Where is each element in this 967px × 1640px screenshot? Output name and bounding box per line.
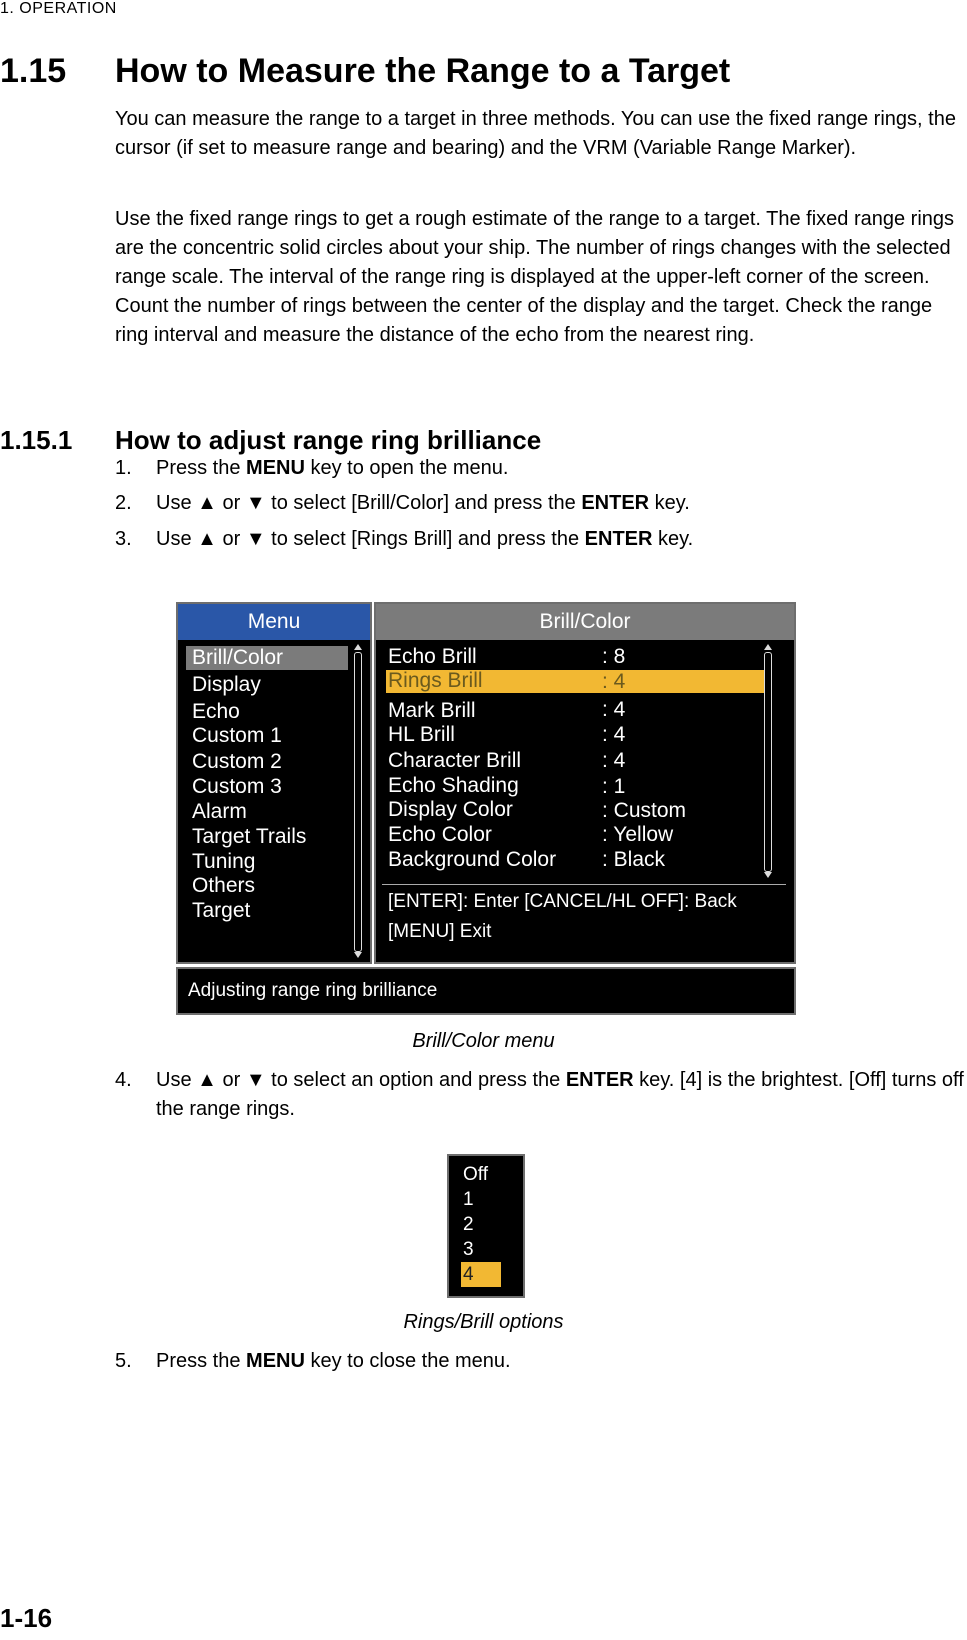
step-number: 2.: [115, 492, 132, 514]
status-text: Adjusting range ring brilliance: [188, 980, 438, 1001]
divider: [382, 884, 786, 885]
step-text: Press the MENU key to open the menu.: [156, 457, 509, 479]
status-bar: [176, 967, 796, 1015]
step-3: [115, 525, 965, 555]
menu-item-echo[interactable]: Echo: [192, 700, 240, 723]
option-1[interactable]: 1: [463, 1189, 474, 1210]
menu-item-custom-1[interactable]: Custom 1: [192, 724, 282, 747]
menu-item-custom-2[interactable]: Custom 2: [192, 750, 282, 773]
section-title: How to Measure the Range to a Target: [115, 52, 731, 90]
left-scrollbar[interactable]: [354, 652, 362, 952]
option-character-brill[interactable]: Character Brill: [388, 749, 522, 772]
option-background-color[interactable]: Background Color: [388, 848, 557, 871]
option-echo-color[interactable]: Echo Color: [388, 823, 492, 846]
subsection-number: 1.15.1: [0, 425, 73, 455]
menu-item-alarm[interactable]: Alarm: [192, 800, 247, 823]
option-off[interactable]: Off: [463, 1164, 488, 1185]
step-2: [115, 489, 965, 519]
menu-header: Menu: [178, 604, 370, 640]
step-text: Use ▲ or ▼ to select an option and press the ENTER key. [4] is the brightest. [Off] turns off the range rings.: [156, 1069, 964, 1120]
running-head: 1. OPERATION: [0, 0, 117, 17]
paragraph-2: Use the fixed range rings to get a rough estimate of the range to a target. The fixed range rings are the concentric solid circles about your ship. The number of rings changes with the selected range scale. The interval of the range ring is displayed at the upper-left corner of the screen. Count the number of rings between the center of the display and the target. Check the range ring interval and measure the distance of the echo from the nearest ring.: [115, 208, 955, 346]
option-value: : 4: [602, 698, 626, 721]
option-echo-brill[interactable]: Echo Brill: [388, 645, 477, 668]
scroll-up-icon[interactable]: [764, 644, 772, 650]
menu-item-tuning[interactable]: Tuning: [192, 850, 256, 873]
option-value: : Custom: [602, 799, 687, 822]
scroll-down-icon[interactable]: [354, 952, 362, 958]
option-hl-brill[interactable]: HL Brill: [388, 723, 455, 746]
menu-item-target[interactable]: Target: [192, 899, 251, 922]
step-number: 1.: [115, 457, 132, 479]
option-value: : 4: [602, 723, 626, 746]
paragraph-1: You can measure the range to a target in three methods. You can use the fixed range rings, the cursor (if set to measure range and bearing) and the VRM (Variable Range Marker).: [115, 108, 956, 159]
step-text: Press the MENU key to close the menu.: [156, 1350, 511, 1372]
option-echo-shading[interactable]: Echo Shading: [388, 774, 519, 797]
step-1: [115, 454, 965, 484]
subsection-title: How to adjust range ring brilliance: [115, 425, 542, 455]
menu-item-display[interactable]: Display: [192, 673, 261, 696]
scroll-up-icon[interactable]: [354, 644, 362, 650]
option-value: : Yellow: [602, 823, 674, 846]
key-hint-line-1: [ENTER]: Enter [CANCEL/HL OFF]: Back: [388, 891, 737, 912]
brill-color-panel: [374, 602, 796, 964]
option-display-color[interactable]: Display Color: [388, 798, 513, 821]
option-rings-brill[interactable]: Rings Brill: [388, 669, 483, 692]
option-value: : Black: [602, 848, 666, 871]
option-value: : 1: [602, 775, 626, 798]
section-number: 1.15: [0, 52, 67, 90]
figure-caption: Brill/Color menu: [412, 1030, 555, 1052]
menu-item-others[interactable]: Others: [192, 874, 256, 897]
option-value: : 4: [602, 749, 626, 772]
rings-brill-options: [447, 1154, 525, 1298]
step-text: Use ▲ or ▼ to select [Brill/Color] and press the ENTER key.: [156, 492, 690, 514]
option-value: : 4: [602, 670, 626, 693]
step-number: 4.: [115, 1069, 132, 1091]
option-2[interactable]: 2: [463, 1214, 474, 1235]
step-number: 5.: [115, 1350, 132, 1372]
menu-item-brill-color[interactable]: Brill/Color: [186, 646, 348, 670]
step-number: 3.: [115, 528, 132, 550]
figure-caption: Rings/Brill options: [403, 1311, 564, 1333]
right-scrollbar[interactable]: [764, 652, 772, 872]
step-text: Use ▲ or ▼ to select [Rings Brill] and press the ENTER key.: [156, 528, 694, 550]
menu-panel: [176, 602, 372, 964]
step-4: [115, 1066, 965, 1126]
key-hint-line-2: [MENU] Exit: [388, 921, 492, 942]
step-5: [115, 1347, 965, 1377]
page-number: 1-16: [0, 1603, 53, 1633]
option-value: : 8: [602, 645, 626, 668]
option-3[interactable]: 3: [463, 1239, 474, 1260]
brill-color-header: Brill/Color: [376, 604, 794, 640]
menu-item-target-trails[interactable]: Target Trails: [192, 825, 307, 848]
scroll-down-icon[interactable]: [764, 872, 772, 878]
option-mark-brill[interactable]: Mark Brill: [388, 699, 476, 722]
option-4[interactable]: 4: [461, 1262, 501, 1287]
menu-item-custom-3[interactable]: Custom 3: [192, 775, 282, 798]
